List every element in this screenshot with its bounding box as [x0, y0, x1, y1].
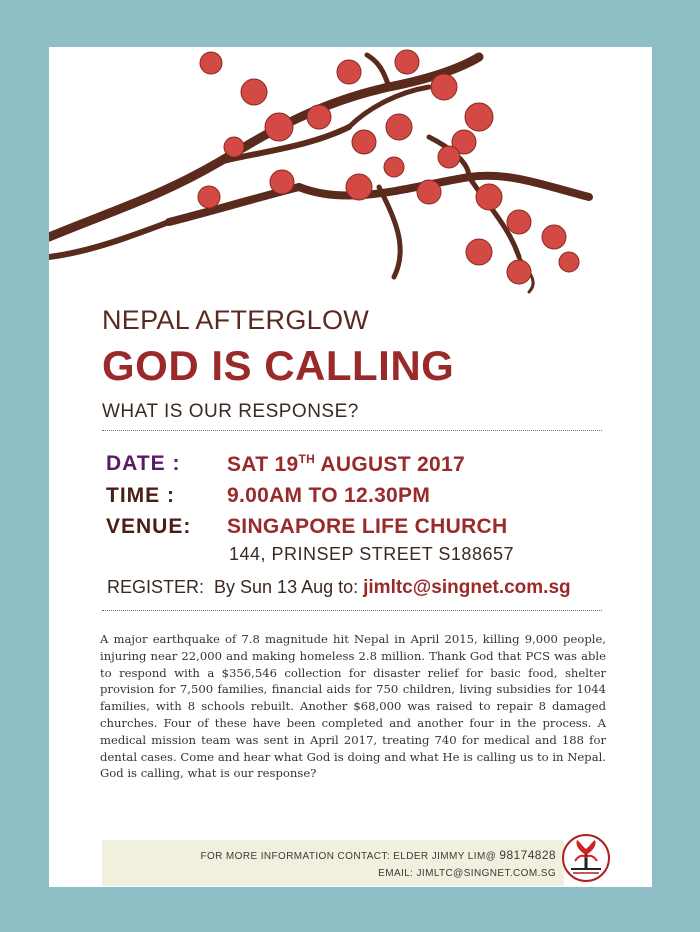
description-paragraph: A major earthquake of 7.8 magnitude hit Nepal in April 2015, killing 9,000 people, injuring near 22,000 and making homeless 2.8 million. Thank God that PCS was able to respond with a $356,546 collection for disaster relief for basic food, shelter provision for 7,500 families, financial aids for 750 children, living subsidies for 1044 families, with 8 schools rebuilt. Another $68,000 was raised to repair 8 damaged churches. Four of these have been completed and another four in the process. A medical mission team was sent in April 2017, treating 740 for medical and 188 for dental cases. Come and hear what God is doing and what He is calling us to in Nepal. God is calling, what is our response?	[100, 632, 606, 781]
contact-text: FOR MORE INFORMATION CONTACT: ELDER JIMMY LIM@	[200, 851, 500, 862]
blossom-branch-illustration	[49, 47, 652, 307]
date-value-suffix: TH	[298, 452, 316, 466]
venue-address: 144, PRINSEP STREET S188657	[229, 544, 514, 564]
event-title: GOD IS CALLING	[102, 342, 455, 389]
date-value-month: AUGUST 2017	[315, 453, 465, 476]
contact-footer	[102, 840, 564, 886]
divider-bottom	[102, 610, 602, 611]
contact-phone: 98174828	[499, 848, 556, 862]
contact-email[interactable]: EMAIL: JIMLTC@SINGNET.COM.SG	[378, 868, 556, 879]
time-value: 9.00AM TO 12.30PM	[227, 484, 431, 507]
date-value-day: SAT 19	[227, 453, 299, 476]
venue-value: SINGAPORE LIFE CHURCH	[227, 515, 508, 538]
event-subtitle: NEPAL AFTERGLOW	[102, 305, 370, 335]
contact-line	[200, 848, 556, 862]
register-email-link[interactable]: jimltc@singnet.com.sg	[363, 577, 571, 598]
church-logo-icon	[561, 833, 611, 883]
register-label: REGISTER:	[107, 577, 205, 597]
register-text: By Sun 13 Aug to:	[204, 577, 364, 597]
date-label: DATE :	[106, 452, 181, 475]
poster-sheet	[49, 47, 652, 887]
divider-top	[102, 430, 602, 431]
register-line	[107, 577, 571, 599]
event-question: WHAT IS OUR RESPONSE?	[102, 401, 359, 422]
time-label: TIME :	[106, 484, 175, 507]
date-value	[227, 452, 465, 477]
venue-label: VENUE:	[106, 515, 192, 538]
